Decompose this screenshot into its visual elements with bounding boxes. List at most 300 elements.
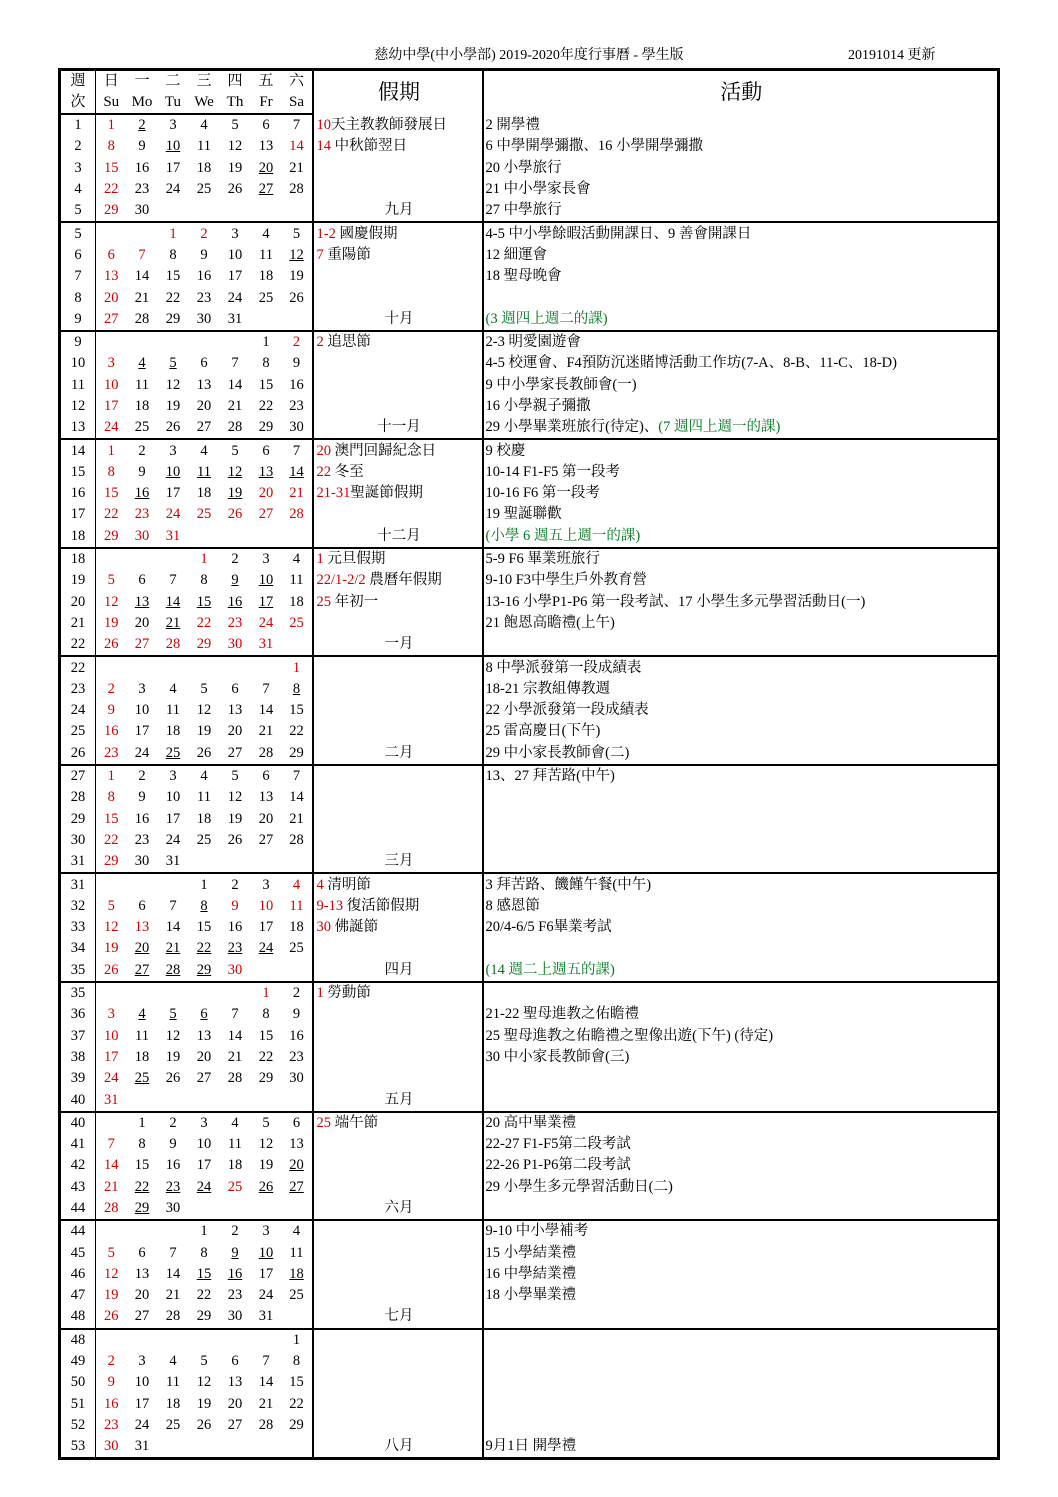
- day-cell: [127, 1047, 158, 1068]
- day-number: 18: [165, 723, 181, 740]
- day-number: 14: [104, 1157, 119, 1174]
- day-cell: [282, 1112, 313, 1134]
- day-cell: [189, 1351, 220, 1372]
- day-cell: [96, 504, 127, 525]
- day-cell: [96, 743, 127, 765]
- day-cell: [189, 613, 220, 634]
- day-number: 2: [138, 768, 146, 785]
- day-number: 17: [227, 268, 243, 285]
- activity-text: 8 中學派發第一段成績表: [485, 659, 642, 676]
- day-cell: [96, 353, 127, 374]
- school-calendar-table: [58, 68, 1000, 1460]
- day-number: 9: [231, 897, 239, 914]
- day-number: 6: [200, 1006, 208, 1023]
- day-cell: [220, 114, 251, 136]
- day-number: 2: [107, 680, 115, 697]
- week-row: [60, 787, 999, 808]
- day-cell: [282, 613, 313, 634]
- holiday-cell: [313, 136, 483, 157]
- holiday-cell: [313, 938, 483, 959]
- day-number: 21: [165, 1287, 181, 1304]
- day-cell: [189, 1220, 220, 1242]
- day-cell: [96, 700, 127, 721]
- day-number: 9: [292, 355, 301, 372]
- holiday-cell: [313, 287, 483, 308]
- activity-cell: [483, 309, 999, 331]
- day-cell: [96, 570, 127, 591]
- day-cell: [282, 1047, 313, 1068]
- week-row: [60, 679, 999, 700]
- day-number: 4: [200, 117, 208, 134]
- day-number: 3: [169, 442, 177, 459]
- day-number: 10: [134, 1374, 150, 1391]
- day-number: 27: [104, 310, 119, 327]
- day-number: 22: [196, 614, 212, 631]
- day-number: 1: [292, 659, 301, 676]
- day-number: 11: [166, 702, 180, 719]
- day-cell: [127, 787, 158, 808]
- day-cell: [251, 1198, 282, 1220]
- day-cell: [189, 896, 220, 917]
- day-header-en: Mo: [127, 92, 158, 114]
- week-row: [60, 1220, 999, 1242]
- day-cell: [220, 245, 251, 266]
- day-number: 26: [165, 419, 181, 436]
- day-cell: [96, 634, 127, 656]
- week-row: [60, 245, 999, 266]
- day-number: 30: [165, 1199, 181, 1216]
- week-row: [60, 396, 999, 417]
- day-number: 23: [227, 1287, 243, 1304]
- day-cell: [189, 462, 220, 483]
- holiday-cell: [313, 1134, 483, 1155]
- day-cell: [282, 830, 313, 851]
- day-cell: [96, 1220, 127, 1242]
- day-cell: [251, 896, 282, 917]
- week-number: 5: [60, 222, 96, 244]
- week-row: [60, 1415, 999, 1436]
- day-cell: [127, 504, 158, 525]
- day-cell: [282, 917, 313, 938]
- holiday-cell: [313, 634, 483, 656]
- day-number: 18: [258, 268, 274, 285]
- day-cell: [189, 1089, 220, 1111]
- day-cell: [158, 1177, 189, 1198]
- day-cell: [127, 439, 158, 461]
- holiday-cell: [313, 1004, 483, 1025]
- day-cell: [189, 504, 220, 525]
- day-number: 6: [138, 572, 146, 589]
- day-cell: [251, 917, 282, 938]
- holiday-cell: [313, 331, 483, 353]
- day-cell: [251, 1436, 282, 1459]
- activity-text: 9-10 中小學補考: [485, 1223, 589, 1240]
- day-number: 13: [134, 593, 150, 610]
- day-cell: [158, 1047, 189, 1068]
- activity-cell: [483, 1264, 999, 1285]
- week-row: [60, 1436, 999, 1459]
- day-number: 3: [138, 1353, 146, 1370]
- day-cell: [282, 375, 313, 396]
- activity-cell: [483, 851, 999, 873]
- day-number: 20: [227, 723, 243, 740]
- day-header-en: Sa: [282, 92, 313, 114]
- day-number: 18: [196, 485, 212, 502]
- day-cell: [189, 245, 220, 266]
- day-cell: [220, 526, 251, 548]
- day-cell: [158, 222, 189, 244]
- day-number: 31: [165, 527, 181, 544]
- activity-cell: [483, 158, 999, 179]
- day-cell: [127, 1306, 158, 1328]
- week-row: [60, 1112, 999, 1134]
- activity-cell: [483, 1242, 999, 1263]
- day-number: 22: [289, 1395, 304, 1412]
- activity-text: 29 小學生多元學習活動日(二): [485, 1178, 673, 1195]
- day-cell: [251, 1285, 282, 1306]
- day-number: 1: [169, 225, 177, 242]
- day-number: 20: [196, 398, 212, 414]
- day-number: 28: [227, 419, 243, 436]
- week-number: 19: [60, 570, 96, 591]
- day-cell: [96, 851, 127, 873]
- day-number: 6: [262, 768, 270, 785]
- day-cell: [189, 592, 220, 613]
- day-number: 1: [200, 551, 208, 568]
- day-number: 14: [258, 1374, 274, 1391]
- week-number: 1: [60, 114, 96, 136]
- week-row: [60, 1372, 999, 1393]
- day-number: 16: [134, 485, 150, 502]
- day-cell: [158, 1394, 189, 1415]
- month-label: 十月: [384, 310, 414, 327]
- day-cell: [220, 200, 251, 222]
- day-cell: [127, 1198, 158, 1220]
- month-label: 十一月: [377, 419, 421, 436]
- week-row: [60, 504, 999, 525]
- day-cell: [189, 483, 220, 504]
- day-cell: [251, 851, 282, 873]
- activity-text: 27 中學旅行: [485, 202, 562, 219]
- day-number: 29: [289, 1416, 304, 1433]
- week-row: [60, 331, 999, 353]
- activity-cell: [483, 917, 999, 938]
- week-row: [60, 613, 999, 634]
- day-cell: [158, 743, 189, 765]
- day-cell: [127, 353, 158, 374]
- day-cell: [220, 353, 251, 374]
- day-cell: [158, 396, 189, 417]
- day-number: 22: [289, 723, 304, 740]
- day-number: 27: [196, 1070, 212, 1087]
- day-number: 13: [104, 268, 119, 285]
- activity-cell: [483, 353, 999, 374]
- day-cell: [220, 982, 251, 1004]
- day-cell: [282, 809, 313, 830]
- holiday-cell: [313, 1372, 483, 1393]
- day-number: 12: [196, 702, 212, 719]
- day-number: 10: [104, 376, 119, 393]
- day-cell: [282, 396, 313, 417]
- day-number: 29: [165, 310, 181, 327]
- day-cell: [282, 1025, 313, 1046]
- week-number: 51: [60, 1394, 96, 1415]
- day-number: 5: [231, 768, 239, 785]
- holiday-cell: [313, 1394, 483, 1415]
- day-cell: [189, 917, 220, 938]
- holiday-cell: [313, 1285, 483, 1306]
- day-number: 23: [104, 744, 119, 761]
- holiday-cell: [313, 179, 483, 200]
- week-row: [60, 1329, 999, 1351]
- day-number: 1: [107, 768, 115, 785]
- day-number: 13: [134, 919, 150, 936]
- day-number: 22: [134, 1178, 150, 1195]
- activity-cell: [483, 830, 999, 851]
- week-number: 35: [60, 960, 96, 982]
- activity-cell: [483, 1134, 999, 1155]
- day-cell: [251, 1047, 282, 1068]
- day-number: 1: [107, 442, 115, 459]
- week-row: [60, 1198, 999, 1220]
- day-number: 12: [227, 138, 243, 155]
- day-cell: [251, 1112, 282, 1134]
- activity-text: 29 中小家長教師會(二): [485, 744, 630, 761]
- day-number: 19: [227, 810, 243, 827]
- day-number: 25: [289, 940, 304, 957]
- day-number: 11: [135, 376, 149, 393]
- holiday-cell: [313, 917, 483, 938]
- day-number: 21: [165, 614, 181, 631]
- activity-text: 29 小學畢業班旅行(待定)、: [485, 419, 659, 436]
- day-number: 27: [227, 1416, 243, 1433]
- day-number: 27: [134, 1308, 150, 1325]
- day-header-en: Fr: [251, 92, 282, 114]
- day-number: 23: [134, 831, 150, 848]
- day-cell: [158, 136, 189, 157]
- day-cell: [220, 1372, 251, 1393]
- week-header-top: 週: [60, 70, 96, 93]
- day-number: 24: [258, 1287, 274, 1304]
- day-cell: [96, 1025, 127, 1046]
- holiday-cell: [313, 592, 483, 613]
- day-number: 28: [165, 636, 181, 653]
- day-cell: [158, 1372, 189, 1393]
- week-number: 33: [60, 917, 96, 938]
- day-cell: [220, 483, 251, 504]
- day-cell: [96, 462, 127, 483]
- day-cell: [158, 1242, 189, 1263]
- day-number: 5: [200, 680, 208, 697]
- day-cell: [220, 679, 251, 700]
- day-cell: [127, 1436, 158, 1459]
- day-cell: [251, 765, 282, 787]
- day-cell: [127, 1264, 158, 1285]
- day-number: 30: [134, 202, 150, 219]
- day-cell: [220, 1004, 251, 1025]
- day-number: 10: [165, 138, 181, 155]
- week-number: 23: [60, 679, 96, 700]
- activity-cell: [483, 787, 999, 808]
- day-number: 19: [196, 723, 212, 740]
- activity-text: 20 高中畢業禮: [485, 1114, 577, 1131]
- holiday-cell: [313, 353, 483, 374]
- activity-cell: [483, 1329, 999, 1351]
- day-cell: [251, 1177, 282, 1198]
- activity-text: 25 雷高慶日(下午): [485, 723, 601, 740]
- day-cell: [96, 222, 127, 244]
- day-number: 30: [227, 961, 243, 978]
- day-number: 6: [138, 897, 146, 914]
- day-number: 16: [227, 593, 243, 610]
- day-number: 28: [165, 961, 181, 978]
- day-cell: [96, 439, 127, 461]
- holiday-cell: [313, 1025, 483, 1046]
- day-number: 27: [196, 419, 212, 436]
- day-number: 25: [196, 181, 212, 198]
- day-cell: [251, 700, 282, 721]
- day-number: 5: [262, 1114, 270, 1131]
- day-number: 10: [258, 1244, 274, 1261]
- day-cell: [127, 136, 158, 157]
- day-cell: [96, 396, 127, 417]
- day-number: 25: [196, 506, 212, 523]
- day-number: 11: [135, 1027, 149, 1044]
- week-number: 34: [60, 938, 96, 959]
- day-cell: [282, 1068, 313, 1089]
- day-cell: [189, 570, 220, 591]
- day-number: 2: [138, 442, 146, 459]
- day-number: 30: [289, 1070, 304, 1087]
- day-number: 22: [196, 1287, 212, 1304]
- day-cell: [251, 1025, 282, 1046]
- day-cell: [158, 765, 189, 787]
- day-cell: [251, 570, 282, 591]
- day-number: 29: [134, 1199, 150, 1216]
- day-cell: [189, 1264, 220, 1285]
- day-cell: [220, 1198, 251, 1220]
- day-number: 10: [134, 702, 150, 719]
- holiday-cell: [313, 222, 483, 244]
- day-number: 11: [166, 1374, 180, 1391]
- day-cell: [96, 200, 127, 222]
- day-number: 6: [200, 355, 208, 372]
- day-number: 26: [227, 831, 243, 848]
- day-cell: [127, 396, 158, 417]
- day-number: 12: [227, 789, 243, 806]
- day-cell: [220, 1134, 251, 1155]
- week-number: 36: [60, 1004, 96, 1025]
- week-row: [60, 743, 999, 765]
- holiday-text: 重陽節: [323, 246, 371, 263]
- holiday-cell: [313, 245, 483, 266]
- day-cell: [96, 830, 127, 851]
- day-cell: [158, 331, 189, 353]
- day-cell: [96, 526, 127, 548]
- day-number: 15: [104, 810, 119, 827]
- day-cell: [282, 1089, 313, 1111]
- activities-header: 活動: [483, 70, 999, 115]
- day-number: 4: [262, 225, 270, 242]
- day-number: 25: [258, 289, 274, 306]
- day-number: 24: [104, 1070, 119, 1087]
- holiday-text: 勞動節: [323, 985, 371, 1002]
- day-number: 23: [227, 940, 243, 957]
- week-number: 22: [60, 656, 96, 678]
- holiday-text: 1: [316, 985, 324, 1002]
- week-number: 47: [60, 1285, 96, 1306]
- day-cell: [251, 634, 282, 656]
- day-number: 8: [107, 138, 115, 155]
- week-number: 4: [60, 179, 96, 200]
- activity-text: 21-22 聖母進教之佑瞻禮: [485, 1006, 639, 1023]
- day-number: 14: [289, 463, 304, 480]
- activity-cell: [483, 200, 999, 222]
- week-row: [60, 1351, 999, 1372]
- day-cell: [251, 613, 282, 634]
- day-number: 16: [289, 1027, 304, 1044]
- day-cell: [282, 353, 313, 374]
- day-number: 13: [196, 1027, 212, 1044]
- day-number: 31: [165, 853, 181, 870]
- day-number: 18: [289, 593, 304, 610]
- day-number: 16: [134, 810, 150, 827]
- holiday-cell: [313, 1436, 483, 1459]
- day-number: 14: [165, 1265, 181, 1282]
- activity-text: 6 中學開學彌撒、16 小學開學彌撒: [485, 138, 703, 155]
- activity-text: 2 開學禮: [485, 116, 540, 133]
- day-cell: [127, 287, 158, 308]
- day-cell: [251, 1068, 282, 1089]
- day-cell: [127, 375, 158, 396]
- holiday-text: 1: [316, 551, 324, 568]
- week-number: 41: [60, 1134, 96, 1155]
- holiday-cell: [313, 417, 483, 439]
- day-cell: [189, 309, 220, 331]
- day-cell: [251, 331, 282, 353]
- day-number: 18: [289, 1265, 304, 1282]
- activity-text: (14 週二上週五的課): [485, 961, 615, 978]
- day-cell: [96, 1177, 127, 1198]
- day-header-zh: 四: [227, 73, 243, 89]
- activity-cell: [483, 1306, 999, 1328]
- holiday-cell: [313, 158, 483, 179]
- day-number: 7: [169, 1244, 177, 1261]
- calendar-body: [60, 114, 999, 1459]
- day-number: 29: [196, 1308, 212, 1325]
- day-cell: [127, 245, 158, 266]
- week-number: 48: [60, 1329, 96, 1351]
- day-cell: [127, 1068, 158, 1089]
- day-cell: [282, 504, 313, 525]
- day-cell: [189, 353, 220, 374]
- day-cell: [158, 896, 189, 917]
- day-number: 20: [289, 1157, 304, 1174]
- day-number: 20: [104, 289, 119, 306]
- day-header-zh: 三: [196, 73, 212, 89]
- day-number: 8: [200, 897, 208, 914]
- day-cell: [158, 245, 189, 266]
- day-number: 4: [138, 1006, 146, 1023]
- activity-cell: [483, 287, 999, 308]
- day-cell: [282, 765, 313, 787]
- day-cell: [158, 1285, 189, 1306]
- day-number: 4: [169, 1353, 177, 1370]
- day-cell: [158, 592, 189, 613]
- day-header-zh: 一: [134, 73, 150, 89]
- day-number: 22: [104, 181, 119, 198]
- day-cell: [282, 1394, 313, 1415]
